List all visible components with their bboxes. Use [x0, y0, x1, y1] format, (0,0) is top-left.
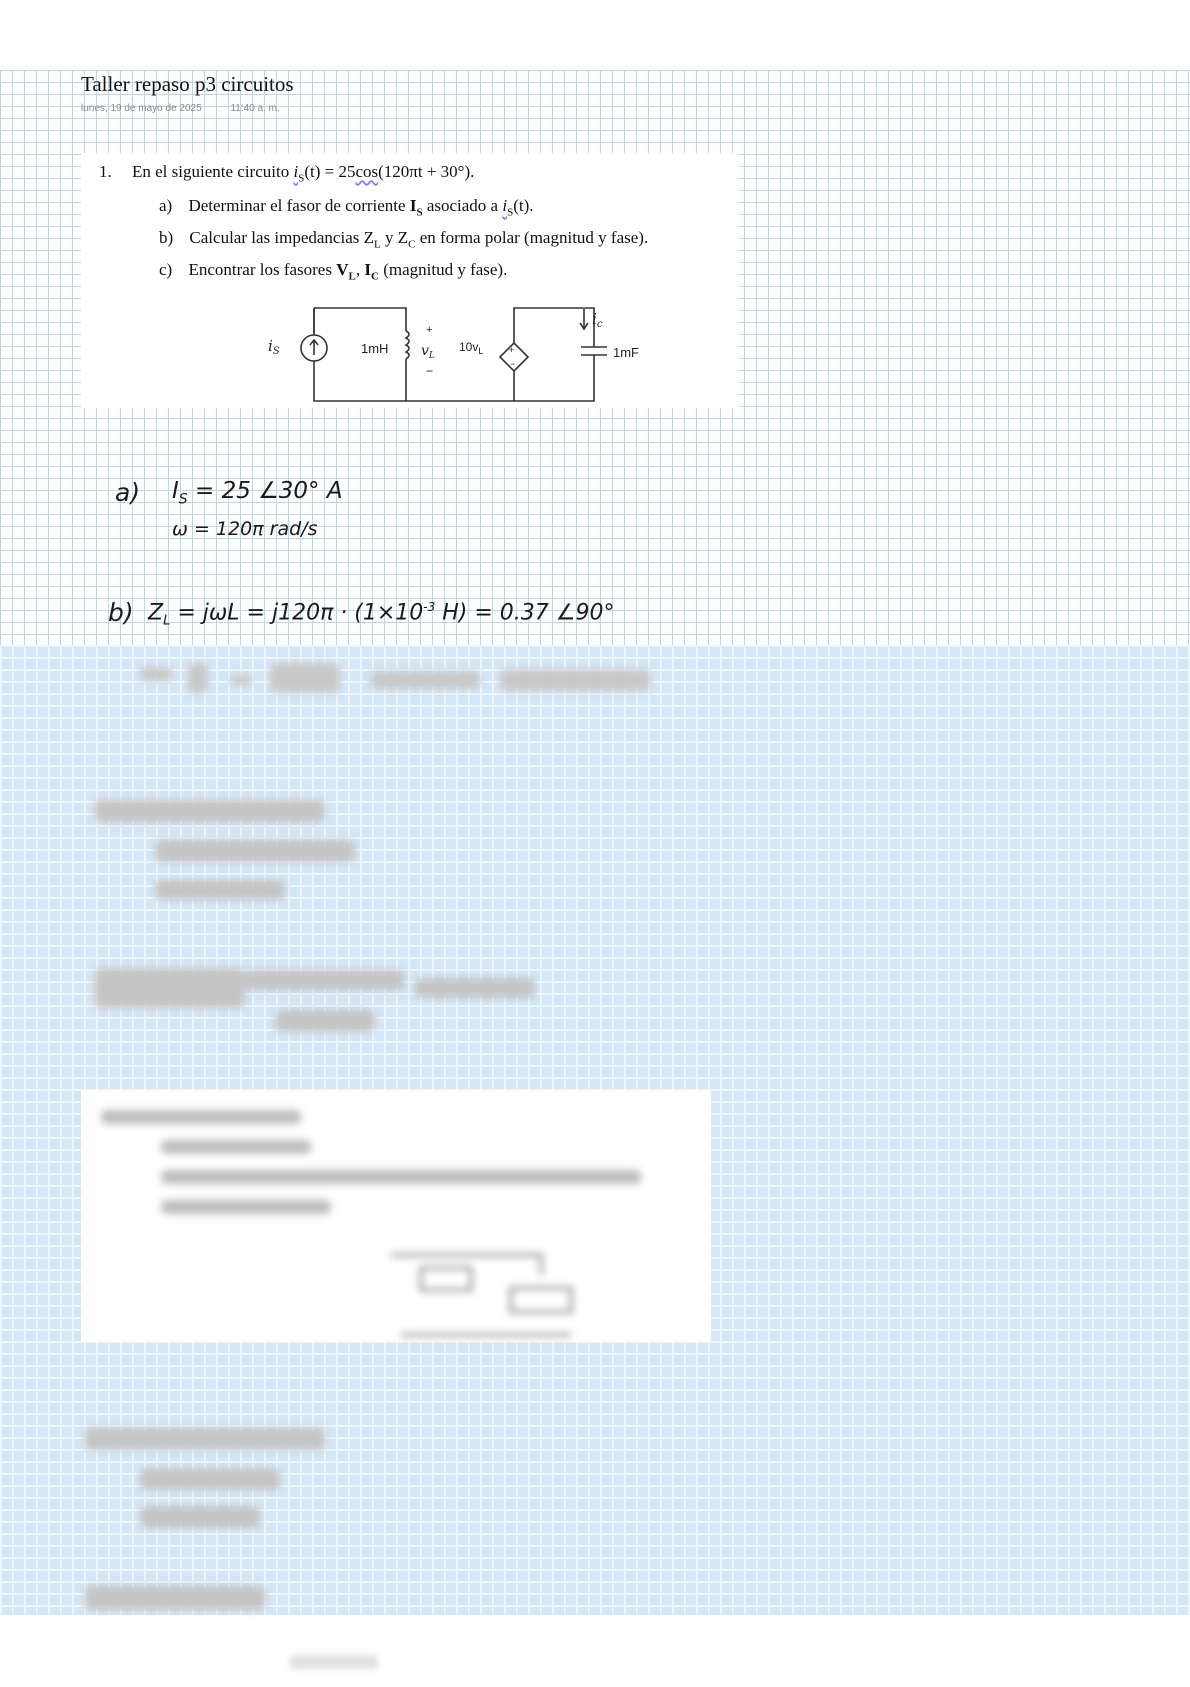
- answer-b-line: $Z_L = j\omega L = j120\pi \cdot (1\times 10^{-3}$ H) = 0.37 ∠90°: [148, 600, 615, 629]
- answer-a-line1: $I_S = 25$ ∠30° A: [172, 478, 343, 508]
- circuit-vl-minus: −: [426, 364, 434, 378]
- circuit-source-label: $i_S$: [268, 337, 280, 357]
- intro-cos: cos: [355, 162, 379, 181]
- circuit-vl-label: $v_L$: [421, 343, 435, 361]
- item-a-label: a): [159, 196, 173, 215]
- blurred-d-section: [85, 1418, 385, 1568]
- item-a-text: Determinar el fasor de corriente: [188, 196, 410, 215]
- blurred-zc-line: [130, 655, 690, 730]
- problem-number: 1.: [99, 162, 112, 181]
- answer-a-line2: ω = 120π rad/s: [172, 518, 318, 540]
- item-c-text: Encontrar los fasores: [188, 260, 337, 279]
- circuit-vl-plus: +: [426, 324, 433, 336]
- item-a: [159, 196, 534, 218]
- item-a-bold-sub: S: [416, 206, 423, 219]
- item-c-b2: I: [364, 260, 371, 279]
- blurred-footer-chip: [290, 1655, 378, 1671]
- item-c-label: c): [159, 260, 173, 279]
- circuit-diagram: [241, 303, 641, 408]
- page-dateline: [81, 103, 306, 114]
- intro-func: $i_S$: [293, 162, 305, 185]
- intro-eq: (t) = 25: [304, 162, 356, 181]
- answer-a-label: a): [115, 478, 141, 507]
- circuit-dep-plus: +: [509, 345, 515, 355]
- blurred-ic-section: [95, 960, 555, 1050]
- intro-text: En el siguiente circuito: [132, 162, 294, 181]
- problem-intro: [99, 162, 474, 184]
- item-b-mid: y Z: [380, 228, 409, 247]
- item-c-sep: ,: [355, 260, 365, 279]
- item-a-text-b: asociado a: [422, 196, 503, 215]
- item-c: [159, 260, 507, 282]
- item-c-b1: V: [336, 260, 349, 279]
- blurred-problem-2-content: [81, 1090, 711, 1342]
- item-b-sub1: L: [374, 238, 381, 251]
- circuit-cap-label: 1mF: [613, 345, 639, 360]
- item-c-b2sub: C: [370, 270, 379, 283]
- blurred-c-section: [95, 795, 415, 915]
- item-a-func: $i_S$: [502, 196, 514, 219]
- circuit-ic-label: $i_c$: [592, 310, 603, 330]
- item-b-sub2: C: [408, 238, 416, 251]
- item-c-end: (magnitud y fase).: [378, 260, 508, 279]
- intro-end: (120πt + 30°).: [378, 162, 475, 181]
- page-date: lunes, 19 de mayo de 2025: [81, 103, 202, 114]
- problem-statement: [81, 153, 739, 408]
- item-a-bold: I: [409, 196, 417, 215]
- page-title: Taller repaso p3 circuitos: [81, 72, 294, 96]
- blurred-problem-2: [81, 1090, 711, 1342]
- item-b: [159, 228, 648, 250]
- answer-b-label: b): [108, 598, 134, 627]
- blurred-e-section: [85, 1580, 285, 1620]
- circuit-dep-label: $10v_L$: [459, 340, 484, 356]
- item-a-text-c: (t).: [513, 196, 534, 215]
- item-b-label: b): [159, 228, 174, 247]
- page-time: 11:40 a. m.: [230, 103, 280, 114]
- item-b-text: Calcular las impedancias Z: [189, 228, 374, 247]
- item-b-end: en forma polar (magnitud y fase).: [415, 228, 649, 247]
- circuit-inductor-label: 1mH: [361, 341, 389, 356]
- item-c-b1sub: L: [348, 270, 356, 283]
- circuit-dep-minus: −: [510, 359, 516, 369]
